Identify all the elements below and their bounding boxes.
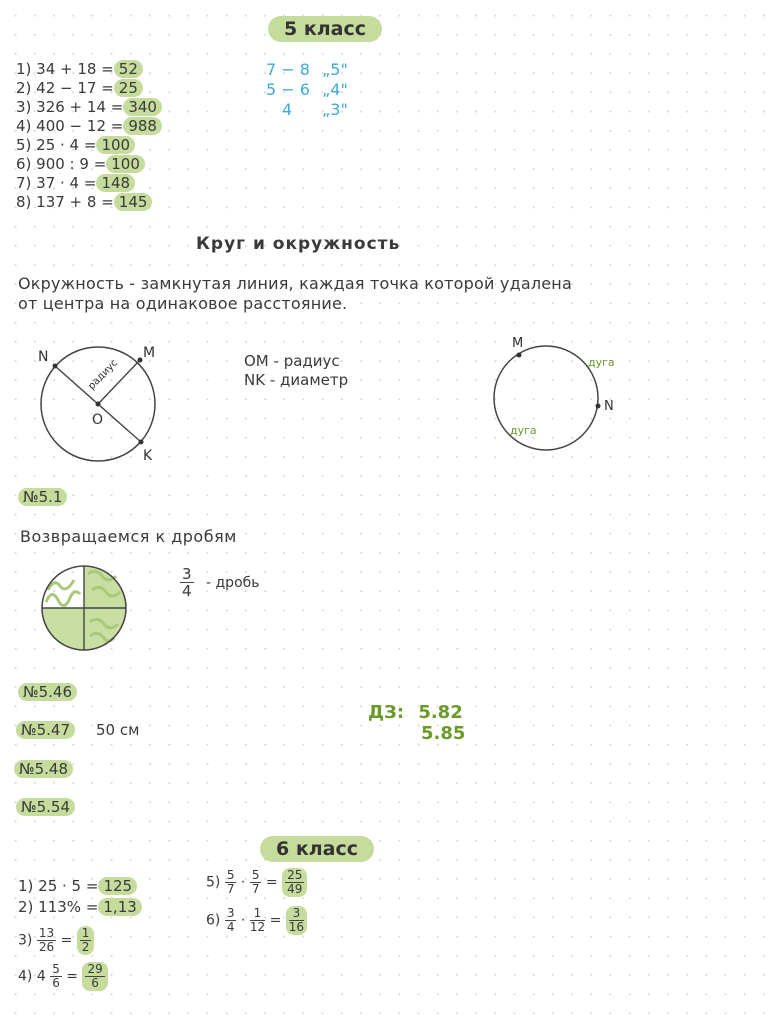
task-5-48: №5.48 (14, 760, 73, 778)
fraction-denominator: 26 (38, 940, 55, 954)
label-o: O (92, 412, 104, 428)
equation-answer: 148 (96, 174, 135, 192)
fraction-denominator: 4 (226, 920, 235, 934)
equation-expr: 3) (18, 932, 33, 949)
fraction-denominator: 6 (91, 976, 99, 990)
fraction-numerator: 25 (287, 868, 303, 882)
grade6-eq-2 (18, 898, 142, 917)
def-diameter: NK - диаметр (244, 371, 349, 389)
grade6-eq-5 (206, 868, 307, 897)
equation-expr: 5) (206, 874, 221, 891)
circle-diagram-arcs (486, 332, 636, 456)
fraction-denominator: 7 (251, 882, 260, 896)
point-o (96, 402, 101, 407)
fraction-numerator: 5 (251, 868, 260, 882)
grade-range: 7 − 8 (266, 60, 310, 79)
equation-expr: 4) 400 − 12 = (16, 117, 124, 135)
fraction-denominator: 49 (287, 882, 303, 896)
equation-answer: 100 (106, 155, 145, 173)
section-heading: Круг и окружность (196, 234, 401, 254)
equation-row (16, 193, 162, 212)
fraction-denominator: 4 (182, 582, 192, 600)
equation-row (16, 98, 162, 117)
homework-item: 5.85 (421, 723, 466, 744)
equation-answer: 25 (114, 79, 143, 97)
fraction-answer (77, 926, 95, 955)
equation-row (16, 79, 162, 98)
fraction-circle (34, 560, 134, 656)
equation-answer: 125 (98, 877, 137, 895)
fraction (50, 963, 62, 990)
arc-label-lower: дуга (510, 424, 537, 437)
arc-label-upper: дуга (588, 356, 615, 369)
fraction-denominator: 16 (288, 920, 305, 934)
equation-expr: 2) 42 − 17 = (16, 79, 114, 97)
task-5-1: №5.1 (18, 488, 67, 506)
point-n (53, 364, 58, 369)
grade-mark: „5" (322, 60, 348, 79)
equation-expr: 1) 34 + 18 = (16, 60, 114, 78)
equation-expr: 6) (206, 912, 221, 929)
task-5-46: №5.46 (18, 683, 77, 701)
fraction-answer (286, 906, 307, 935)
equation-row (16, 60, 162, 79)
fraction-answer (282, 868, 307, 897)
fraction-denominator: 2 (81, 940, 90, 954)
circle-diagram-radius-diameter (28, 338, 178, 474)
definition-line: от центра на одинаковое расстояние. (18, 294, 348, 313)
homework-item: 5.82 (418, 702, 463, 723)
fraction-numerator: 29 (87, 962, 103, 976)
label-n: N (38, 349, 49, 365)
def-radius: OM - радиус (244, 352, 340, 370)
fraction-denominator: 12 (249, 920, 266, 934)
point-m (517, 353, 522, 358)
equation-expr: 5) 25 · 4 = (16, 136, 97, 154)
grade-row (266, 100, 348, 120)
label-k: K (143, 448, 153, 464)
equation-row (16, 117, 162, 136)
grade-mark: „3" (322, 100, 348, 119)
equation-row (16, 155, 162, 174)
equals-sign: = (269, 912, 282, 929)
grade6-eq-3 (18, 926, 94, 955)
segment-definitions (244, 352, 348, 390)
fraction-numerator: 1 (250, 907, 265, 921)
task-5-47: №5.47 (16, 721, 75, 739)
fraction-numerator: 13 (38, 926, 55, 940)
equation-answer: 988 (123, 117, 162, 135)
fraction-numerator: 5 (52, 962, 60, 976)
grade-range: 4 (282, 100, 293, 119)
equation-answer: 100 (96, 136, 135, 154)
fraction (225, 907, 237, 934)
label-m: M (143, 345, 156, 361)
multiply-sign: · (240, 874, 246, 891)
definition-text (18, 274, 766, 314)
grade5-equation-list (16, 60, 162, 212)
fraction-example (180, 566, 260, 599)
equation-expr: 1) 25 · 5 = (18, 877, 99, 895)
fraction (37, 927, 56, 954)
fraction-3-4 (180, 566, 194, 599)
multiply-sign: · (240, 912, 246, 929)
fraction-denominator: 7 (226, 882, 235, 896)
equals-sign: = (66, 968, 79, 985)
equation-expr: 2) 113% = (18, 898, 99, 916)
equals-sign: = (265, 874, 278, 891)
homework-label: ДЗ: (368, 702, 405, 723)
point-m (138, 358, 143, 363)
equals-sign: = (60, 932, 73, 949)
grade-row (266, 60, 348, 80)
fraction-numerator: 3 (182, 565, 192, 583)
grading-scale (266, 60, 348, 120)
equation-expr: 4) 4 (18, 968, 46, 985)
fraction-numerator: 3 (226, 906, 235, 920)
equation-row (16, 174, 162, 193)
fractions-heading: Возвращаемся к дробям (20, 527, 237, 546)
label-n: N (604, 399, 614, 414)
equation-answer: 52 (114, 60, 143, 78)
label-m: M (512, 336, 524, 351)
equation-expr: 3) 326 + 14 = (16, 98, 124, 116)
grade-range: 5 − 6 (266, 80, 310, 99)
definition-line: Окружность - замкнутая линия, каждая точка которой удалена (18, 274, 572, 293)
equation-answer: 145 (114, 193, 153, 211)
fraction-numerator: 1 (81, 926, 90, 940)
grade-mark: „4" (322, 80, 348, 99)
fraction (250, 869, 262, 896)
task-5-47-answer: 50 см (96, 721, 140, 739)
grade-row (266, 80, 348, 100)
equation-answer: 340 (123, 98, 162, 116)
grade6-eq-4 (18, 962, 108, 991)
equation-expr: 8) 137 + 8 = (16, 193, 114, 211)
fraction-denominator: 6 (52, 976, 60, 990)
grade6-eq-1 (18, 877, 137, 896)
grade6-eq-6 (206, 906, 307, 935)
equation-row (16, 136, 162, 155)
homework-block (368, 702, 465, 744)
radius-label: радиус (86, 357, 121, 393)
point-n (596, 404, 601, 409)
equation-expr: 6) 900 : 9 = (16, 155, 107, 173)
fraction-numerator: 3 (289, 907, 304, 921)
fraction-word: - дробь (206, 574, 260, 591)
equation-answer: 1,13 (98, 898, 141, 916)
point-k (139, 440, 144, 445)
fraction-numerator: 5 (226, 868, 235, 882)
fraction-answer (82, 962, 107, 991)
fraction (250, 907, 265, 934)
task-5-54: №5.54 (16, 798, 75, 816)
equation-expr: 7) 37 · 4 = (16, 174, 97, 192)
grade6-title: 6 класс (260, 836, 374, 862)
grade5-title: 5 класс (268, 16, 382, 42)
fraction (225, 869, 237, 896)
